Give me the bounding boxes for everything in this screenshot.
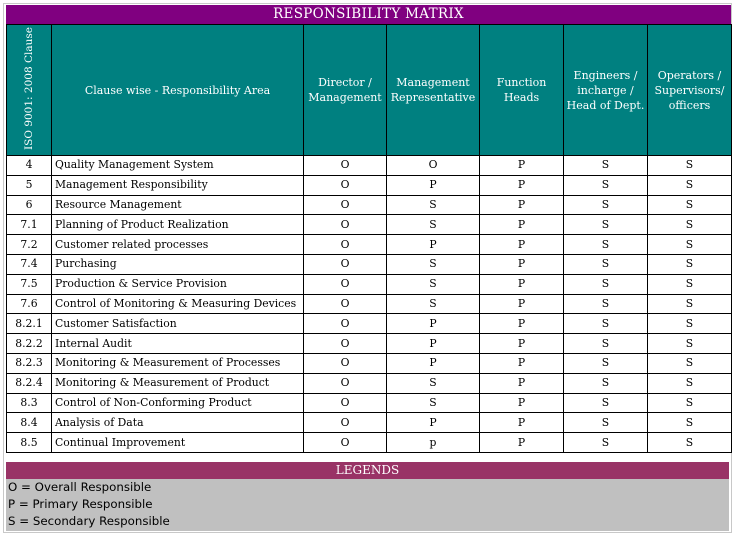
cell-operators: S [648,373,732,393]
header-clause [7,25,52,156]
table-row [7,274,732,294]
cell-clause: 8.2.2 [7,334,52,354]
cell-area: Monitoring & Measurement of Product [52,373,304,393]
cell-management-representative: S [387,274,480,294]
cell-function-heads: P [480,373,564,393]
cell-director: O [304,413,387,433]
table-row [7,254,732,274]
header-operators [648,25,732,156]
cell-engineers: S [564,314,648,334]
cell-management-representative: S [387,195,480,215]
responsibility-matrix-table [6,24,732,453]
header-director-line1: Director / [318,76,372,89]
table-row [7,314,732,334]
table-row [7,235,732,255]
cell-director: O [304,393,387,413]
cell-area: Customer Satisfaction [52,314,304,334]
cell-operators: S [648,156,732,176]
cell-area: Resource Management [52,195,304,215]
cell-function-heads: P [480,294,564,314]
cell-function-heads: P [480,235,564,255]
cell-engineers: S [564,215,648,235]
cell-area: Control of Non-Conforming Product [52,393,304,413]
cell-engineers: S [564,254,648,274]
header-engineers-line1: Engineers / [573,68,638,82]
cell-management-representative: S [387,254,480,274]
cell-area: Quality Management System [52,156,304,176]
cell-operators: S [648,294,732,314]
legend-item-overall: O = Overall Responsible [8,480,152,494]
cell-director: O [304,235,387,255]
cell-clause: 7.5 [7,274,52,294]
cell-management-representative: O [387,156,480,176]
cell-operators: S [648,195,732,215]
header-function-line1: Function [496,76,547,89]
cell-director: O [304,254,387,274]
cell-engineers: S [564,373,648,393]
cell-clause: 8.3 [7,393,52,413]
cell-engineers: S [564,413,648,433]
cell-clause: 7.4 [7,254,52,274]
cell-engineers: S [564,175,648,195]
header-mr-line2: Representative [390,91,476,104]
cell-clause: 8.2.4 [7,373,52,393]
header-mr-line1: Management [396,76,470,89]
header-operators-line3: officers [668,98,711,112]
cell-director: O [304,175,387,195]
table-row [7,195,732,215]
cell-clause: 8.4 [7,413,52,433]
header-engineers [564,25,648,156]
cell-operators: S [648,215,732,235]
cell-clause: 6 [7,195,52,215]
header-area: Clause wise - Responsibility Area [52,25,304,156]
cell-operators: S [648,334,732,354]
cell-area: Production & Service Provision [52,274,304,294]
cell-management-representative: P [387,235,480,255]
header-engineers-line2: incharge / [577,83,634,97]
cell-area: Management Responsibility [52,175,304,195]
cell-operators: S [648,433,732,453]
cell-operators: S [648,393,732,413]
cell-function-heads: P [480,334,564,354]
header-function-line2: Heads [503,91,540,104]
cell-clause: 8.2.1 [7,314,52,334]
cell-function-heads: P [480,433,564,453]
cell-management-representative: P [387,314,480,334]
cell-function-heads: P [480,314,564,334]
matrix-title: RESPONSIBILITY MATRIX [6,5,731,24]
cell-engineers: S [564,334,648,354]
cell-management-representative: P [387,334,480,354]
header-row [7,25,732,156]
header-engineers-line3: Head of Dept. [566,98,645,112]
table-row [7,393,732,413]
cell-director: O [304,195,387,215]
cell-engineers: S [564,156,648,176]
cell-operators: S [648,413,732,433]
cell-function-heads: P [480,393,564,413]
cell-director: O [304,215,387,235]
table-row [7,413,732,433]
cell-area: Customer related processes [52,235,304,255]
cell-function-heads: P [480,254,564,274]
cell-director: O [304,274,387,294]
header-operators-line1: Operators / [657,68,722,82]
table-row [7,215,732,235]
cell-director: O [304,314,387,334]
table-row [7,373,732,393]
cell-management-representative: P [387,353,480,373]
cell-management-representative: P [387,413,480,433]
cell-director: O [304,433,387,453]
cell-clause: 8.5 [7,433,52,453]
cell-operators: S [648,274,732,294]
cell-operators: S [648,314,732,334]
matrix-body [7,156,732,453]
cell-function-heads: P [480,353,564,373]
cell-operators: S [648,353,732,373]
cell-engineers: S [564,195,648,215]
table-row [7,294,732,314]
cell-function-heads: P [480,156,564,176]
header-operators-line2: Supervisors/ [654,83,725,97]
cell-clause: 8.2.3 [7,353,52,373]
cell-management-representative: p [387,433,480,453]
cell-director: O [304,156,387,176]
cell-clause: 7.1 [7,215,52,235]
cell-director: O [304,334,387,354]
cell-engineers: S [564,235,648,255]
header-management-representative [387,25,480,156]
cell-operators: S [648,235,732,255]
header-director [304,25,387,156]
header-clause-label: ISO 9001: 2008 Clause [22,26,35,150]
header-function-heads [480,25,564,156]
cell-director: O [304,373,387,393]
cell-function-heads: P [480,413,564,433]
cell-clause: 4 [7,156,52,176]
cell-area: Control of Monitoring & Measuring Devices [52,294,304,314]
legend-item-secondary: S = Secondary Responsible [8,514,170,528]
header-director-line2: Management [308,91,382,104]
cell-area: Internal Audit [52,334,304,354]
table-row [7,334,732,354]
cell-management-representative: S [387,215,480,235]
cell-area: Monitoring & Measurement of Processes [52,353,304,373]
legend-panel [6,479,729,531]
cell-clause: 7.2 [7,235,52,255]
cell-management-representative: S [387,393,480,413]
table-row [7,156,732,176]
cell-management-representative: P [387,175,480,195]
cell-area: Planning of Product Realization [52,215,304,235]
table-row [7,175,732,195]
cell-operators: S [648,175,732,195]
cell-function-heads: P [480,195,564,215]
cell-management-representative: S [387,294,480,314]
cell-engineers: S [564,433,648,453]
legend-title: LEGENDS [6,462,729,479]
cell-engineers: S [564,294,648,314]
legend-item-primary: P = Primary Responsible [8,497,153,511]
cell-director: O [304,353,387,373]
cell-director: O [304,294,387,314]
cell-engineers: S [564,393,648,413]
table-row [7,433,732,453]
cell-engineers: S [564,274,648,294]
cell-clause: 7.6 [7,294,52,314]
cell-area: Continual Improvement [52,433,304,453]
cell-area: Purchasing [52,254,304,274]
cell-management-representative: S [387,373,480,393]
cell-operators: S [648,254,732,274]
cell-clause: 5 [7,175,52,195]
cell-function-heads: P [480,215,564,235]
cell-engineers: S [564,353,648,373]
cell-function-heads: P [480,274,564,294]
table-row [7,353,732,373]
cell-area: Analysis of Data [52,413,304,433]
cell-function-heads: P [480,175,564,195]
